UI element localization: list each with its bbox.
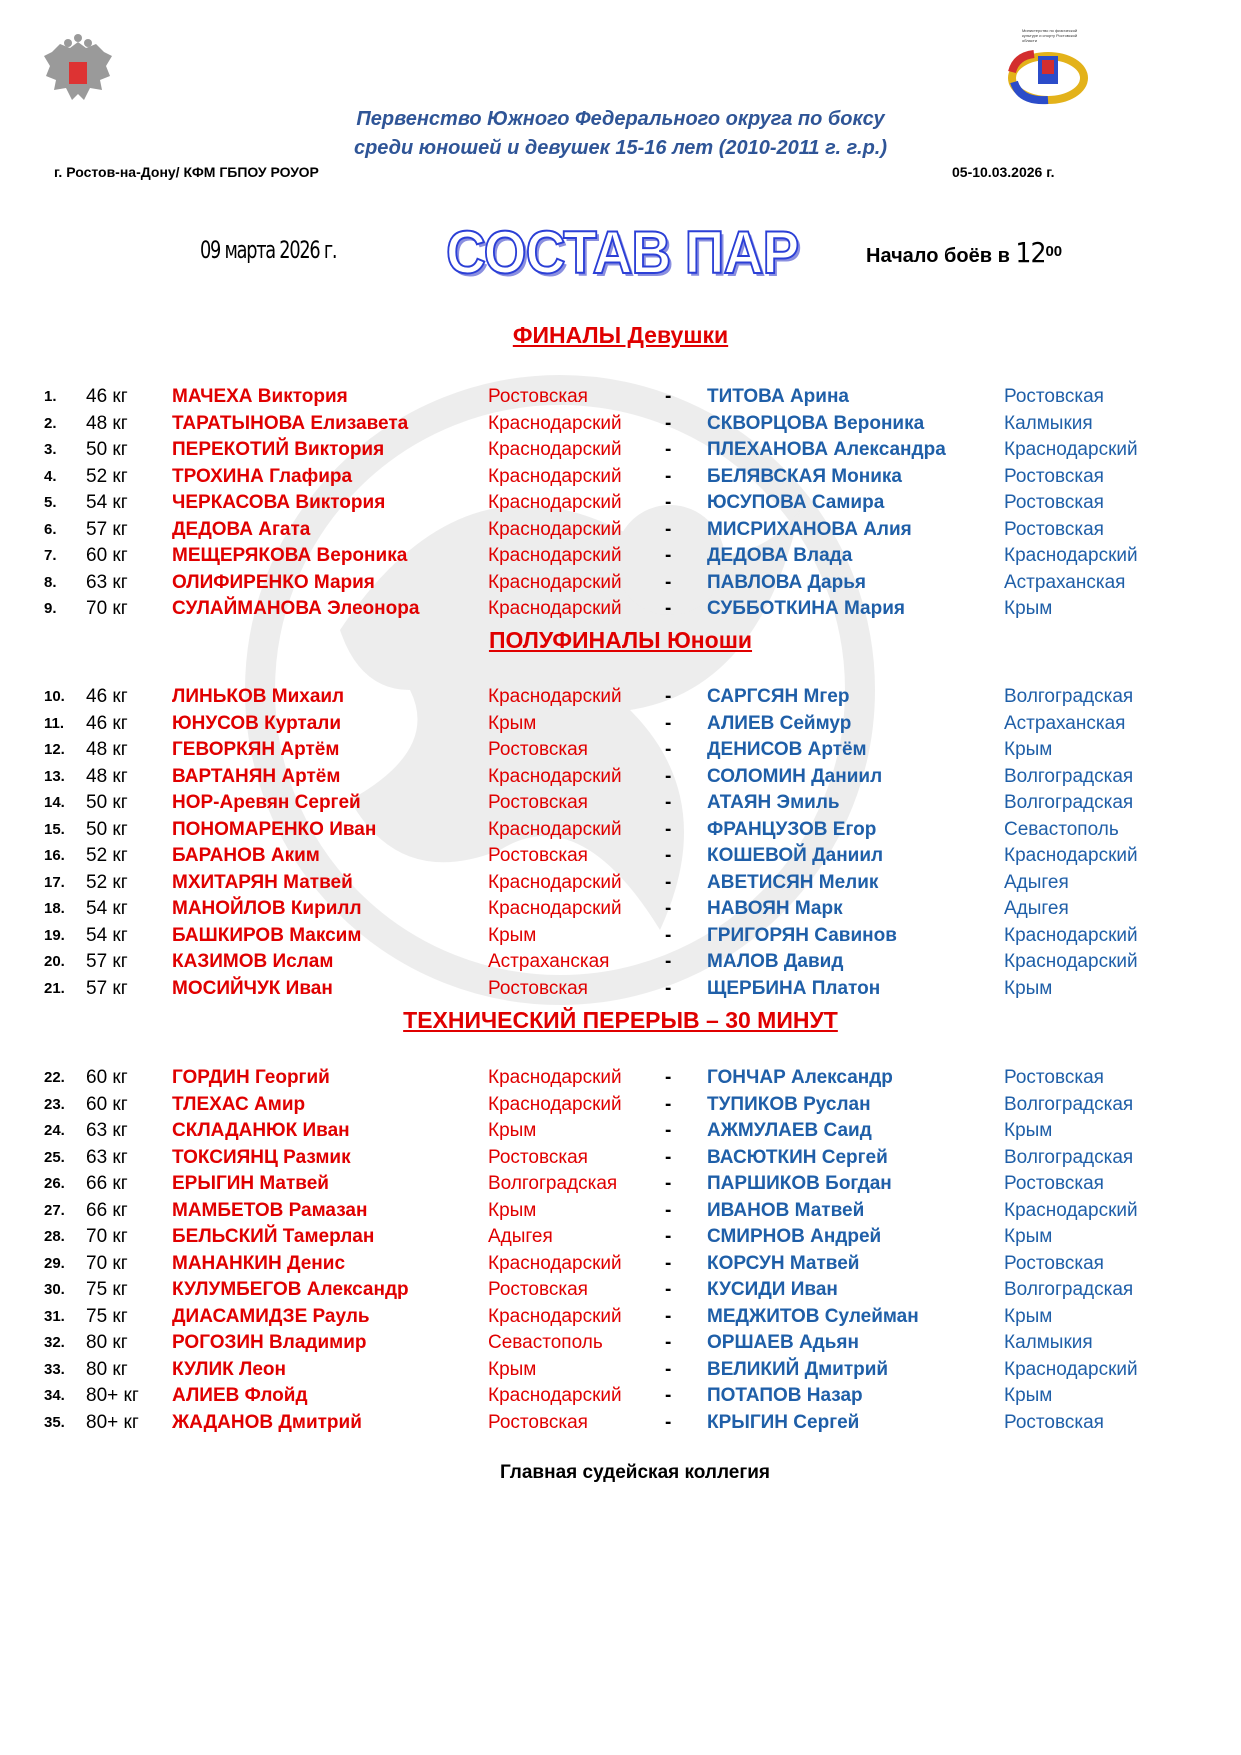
blue-corner-region: Волгоградская — [1004, 792, 1134, 813]
blue-corner-boxer: ТИТОВА Арина — [707, 386, 849, 407]
bout-number: 15. — [44, 820, 65, 838]
ministry-logo-icon — [1000, 42, 1096, 106]
venue: г. Ростов-на-Дону/ КФМ ГБПОУ РОУОР — [54, 164, 319, 180]
blue-corner-region: Крым — [1004, 1385, 1053, 1406]
blue-corner-region: Адыгея — [1004, 898, 1069, 919]
weight-class: 60 кг — [86, 1067, 128, 1088]
red-corner-region: Ростовская — [488, 845, 588, 866]
bout-row — [0, 1330, 1241, 1356]
blue-corner-boxer: МЕДЖИТОВ Сулейман — [707, 1305, 919, 1327]
versus-dash: - — [665, 465, 672, 487]
versus-dash: - — [665, 818, 672, 840]
red-corner-boxer: НОР-Аревян Сергей — [172, 792, 361, 813]
red-corner-region: Краснодарский — [488, 898, 622, 919]
bout-number: 23. — [44, 1095, 65, 1113]
bout-number: 34. — [44, 1387, 65, 1404]
bout-row — [0, 1118, 1241, 1144]
blue-corner-boxer: ПАРШИКОВ Богдан — [707, 1173, 892, 1194]
bout-row — [0, 1065, 1241, 1091]
weight-class: 57 кг — [86, 951, 128, 972]
red-corner-region: Астраханская — [488, 951, 610, 972]
red-corner-region: Краснодарский — [488, 412, 622, 434]
blue-corner-region: Краснодарский — [1004, 1199, 1138, 1221]
red-corner-boxer: ПОНОМАРЕНКО Иван — [172, 818, 377, 840]
red-corner-boxer: АЛИЕВ Флойд — [172, 1385, 308, 1406]
weight-class: 46 кг — [86, 712, 128, 734]
weight-class: 57 кг — [86, 518, 128, 540]
bout-number: 16. — [44, 847, 65, 864]
red-corner-region: Краснодарский — [488, 571, 622, 593]
blue-corner-boxer: НАВОЯН Марк — [707, 898, 843, 919]
red-corner-region: Краснодарский — [488, 465, 622, 487]
bout-number: 25. — [44, 1148, 65, 1166]
red-corner-boxer: ОЛИФИРЕНКО Мария — [172, 571, 375, 593]
versus-dash: - — [665, 1120, 672, 1141]
bout-number: 5. — [44, 494, 57, 511]
bout-row — [0, 1304, 1241, 1330]
bout-number: 12. — [44, 741, 65, 758]
weight-class: 80+ кг — [86, 1385, 139, 1406]
red-corner-region: Краснодарский — [488, 818, 622, 840]
weight-class: 75 кг — [86, 1305, 128, 1327]
ministry-logo-text: Министерство по физической культуре и спорту Ростовской области — [1022, 28, 1078, 43]
ministry-logo — [1000, 28, 1096, 106]
chief-judges-signature: Главная судейская коллегия — [499, 1462, 771, 1483]
bout-number: 1. — [44, 388, 57, 405]
red-corner-boxer: ЧЕРКАСОВА Виктория — [172, 492, 386, 513]
blue-corner-region: Краснодарский — [1004, 845, 1138, 866]
bout-row — [0, 1145, 1241, 1171]
red-corner-region: Краснодарский — [488, 1252, 622, 1274]
red-corner-boxer: МАНОЙЛОВ Кирилл — [172, 898, 362, 919]
blue-corner-region: Крым — [1004, 598, 1053, 619]
red-corner-region: Краснодарский — [488, 1067, 622, 1088]
blue-corner-region: Адыгея — [1004, 871, 1069, 893]
versus-dash: - — [665, 1279, 672, 1300]
bout-row — [0, 1410, 1241, 1436]
versus-dash: - — [665, 924, 672, 946]
red-corner-region: Краснодарский — [488, 439, 622, 460]
blue-corner-boxer: ДЕНИСОВ Артём — [707, 739, 867, 760]
weight-class: 54 кг — [86, 924, 128, 946]
red-corner-region: Крым — [488, 1358, 537, 1380]
bout-number: 26. — [44, 1175, 65, 1192]
bout-number: 11. — [44, 714, 65, 732]
red-corner-region: Ростовская — [488, 386, 588, 407]
blue-corner-region: Краснодарский — [1004, 439, 1138, 460]
blue-corner-region: Волгоградская — [1004, 765, 1134, 787]
blue-corner-boxer: АЛИЕВ Сеймур — [707, 712, 852, 734]
blue-corner-region: Краснодарский — [1004, 545, 1138, 566]
bout-number: 35. — [44, 1413, 65, 1431]
weight-class: 63 кг — [86, 1120, 128, 1141]
versus-dash: - — [665, 518, 672, 540]
weight-class: 50 кг — [86, 439, 128, 460]
red-corner-region: Краснодарский — [488, 545, 622, 566]
red-corner-boxer: ГОРДИН Георгий — [172, 1067, 330, 1088]
weight-class: 52 кг — [86, 465, 128, 487]
blue-corner-region: Волгоградская — [1004, 1093, 1134, 1115]
red-corner-boxer: ЕРЫГИН Матвей — [172, 1173, 329, 1194]
weight-class: 50 кг — [86, 792, 128, 813]
weight-class: 48 кг — [86, 765, 128, 787]
red-corner-region: Ростовская — [488, 977, 588, 999]
weight-class: 52 кг — [86, 845, 128, 866]
red-corner-boxer: КУЛУМБЕГОВ Александр — [172, 1279, 409, 1300]
red-corner-region: Краснодарский — [488, 1305, 622, 1327]
blue-corner-region: Краснодарский — [1004, 1358, 1138, 1380]
bout-number: 28. — [44, 1228, 65, 1245]
weight-class: 46 кг — [86, 686, 128, 707]
bout-row — [0, 596, 1241, 622]
blue-corner-boxer: МАЛОВ Давид — [707, 951, 844, 972]
page-title: СОСТАВ ПАР — [446, 219, 799, 286]
versus-dash: - — [665, 1305, 672, 1327]
versus-dash: - — [665, 545, 672, 566]
blue-corner-region: Астраханская — [1004, 571, 1126, 593]
red-corner-region: Краснодарский — [488, 1093, 622, 1115]
red-corner-boxer: ЮНУСОВ Куртали — [172, 712, 342, 734]
bout-row — [0, 896, 1241, 922]
red-corner-boxer: МХИТАРЯН Матвей — [172, 871, 353, 893]
blue-corner-region: Ростовская — [1004, 1252, 1104, 1274]
blue-corner-region: Калмыкия — [1004, 1332, 1093, 1353]
versus-dash: - — [665, 1252, 672, 1274]
blue-corner-region: Краснодарский — [1004, 924, 1138, 946]
red-corner-region: Ростовская — [488, 792, 588, 813]
bout-row — [0, 1092, 1241, 1118]
weight-class: 80+ кг — [86, 1411, 139, 1433]
blue-corner-boxer: ПЛЕХАНОВА Александра — [707, 439, 946, 460]
weight-class: 66 кг — [86, 1199, 128, 1221]
versus-dash: - — [665, 845, 672, 866]
weight-class: 70 кг — [86, 1226, 128, 1247]
red-corner-boxer: КАЗИМОВ Ислам — [172, 951, 334, 972]
weight-class: 63 кг — [86, 571, 128, 593]
bout-number: 27. — [44, 1201, 65, 1219]
red-corner-region: Крым — [488, 1120, 537, 1141]
blue-corner-region: Краснодарский — [1004, 951, 1138, 972]
blue-corner-region: Волгоградская — [1004, 1146, 1134, 1168]
weight-class: 70 кг — [86, 1252, 128, 1274]
red-corner-boxer: ПЕРЕКОТИЙ Виктория — [172, 439, 385, 460]
red-corner-region: Краснодарский — [488, 765, 622, 787]
blue-corner-boxer: ЩЕРБИНА Платон — [707, 977, 881, 999]
blue-corner-boxer: ВАСЮТКИН Сергей — [707, 1146, 888, 1168]
bout-row — [0, 1251, 1241, 1277]
bout-date: 09 марта 2026 г. — [200, 236, 337, 264]
championship-title: Первенство Южного Федерального округа по боксу — [356, 108, 885, 130]
versus-dash: - — [665, 686, 672, 707]
red-corner-region: Краснодарский — [488, 492, 622, 513]
section-title-break: ТЕХНИЧЕСКИЙ ПЕРЕРЫВ – 30 МИНУТ — [403, 1007, 838, 1033]
weight-class: 80 кг — [86, 1332, 128, 1353]
blue-corner-region: Ростовская — [1004, 386, 1104, 407]
versus-dash: - — [665, 1093, 672, 1115]
weight-class: 70 кг — [86, 598, 128, 619]
versus-dash: - — [665, 1199, 672, 1221]
versus-dash: - — [665, 1067, 672, 1088]
bout-number: 32. — [44, 1334, 65, 1351]
bout-row — [0, 790, 1241, 816]
red-corner-boxer: МАНАНКИН Денис — [172, 1252, 346, 1274]
blue-corner-boxer: КОШЕВОЙ Даниил — [707, 845, 884, 866]
blue-corner-boxer: КОРСУН Матвей — [707, 1252, 860, 1274]
blue-corner-boxer: МИСРИХАНОВА Алия — [707, 518, 912, 540]
blue-corner-boxer: СМИРНОВ Андрей — [707, 1226, 882, 1247]
bout-row — [0, 490, 1241, 516]
bout-number: 20. — [44, 953, 65, 970]
weight-class: 48 кг — [86, 739, 128, 760]
blue-corner-boxer: КУСИДИ Иван — [707, 1279, 838, 1300]
bout-number: 31. — [44, 1307, 65, 1325]
bout-number: 30. — [44, 1281, 65, 1298]
bout-row — [0, 684, 1241, 710]
blue-corner-region: Севастополь — [1004, 818, 1119, 840]
blue-corner-region: Крым — [1004, 977, 1053, 999]
bout-row — [0, 817, 1241, 843]
red-corner-boxer: БЕЛЬСКИЙ Тамерлан — [172, 1226, 375, 1247]
red-corner-region: Краснодарский — [488, 598, 622, 619]
blue-corner-boxer: АТАЯН Эмиль — [707, 792, 840, 813]
bout-row — [0, 976, 1241, 1002]
bout-row — [0, 870, 1241, 896]
versus-dash: - — [665, 571, 672, 593]
weight-class: 75 кг — [86, 1279, 128, 1300]
red-corner-boxer: ТРОХИНА Глафира — [172, 465, 353, 487]
red-corner-region: Краснодарский — [488, 686, 622, 707]
versus-dash: - — [665, 439, 672, 460]
red-corner-region: Ростовская — [488, 1279, 588, 1300]
bout-row — [0, 1277, 1241, 1303]
red-corner-region: Ростовская — [488, 1411, 588, 1433]
weight-class: 50 кг — [86, 818, 128, 840]
red-corner-region: Ростовская — [488, 739, 588, 760]
blue-corner-boxer: СОЛОМИН Даниил — [707, 765, 883, 787]
versus-dash: - — [665, 598, 672, 619]
bout-number: 9. — [44, 600, 57, 617]
versus-dash: - — [665, 1226, 672, 1247]
bout-row — [0, 411, 1241, 437]
red-corner-boxer: ТЛЕХАС Амир — [172, 1093, 306, 1115]
weight-class: 57 кг — [86, 977, 128, 999]
red-corner-boxer: ДИАСАМИДЗЕ Рауль — [172, 1305, 370, 1327]
red-corner-region: Крым — [488, 924, 537, 946]
weight-class: 60 кг — [86, 1093, 128, 1115]
bout-number: 18. — [44, 900, 65, 917]
red-corner-region: Краснодарский — [488, 518, 622, 540]
bout-number: 7. — [44, 547, 57, 564]
red-corner-region: Краснодарский — [488, 1385, 622, 1406]
red-corner-boxer: ЖАДАНОВ Дмитрий — [172, 1411, 362, 1433]
weight-class: 54 кг — [86, 492, 128, 513]
versus-dash: - — [665, 492, 672, 513]
versus-dash: - — [665, 951, 672, 972]
blue-corner-region: Ростовская — [1004, 492, 1104, 513]
bout-row — [0, 1171, 1241, 1197]
blue-corner-boxer: СКВОРЦОВА Вероника — [707, 412, 925, 434]
bout-row — [0, 1198, 1241, 1224]
versus-dash: - — [665, 412, 672, 434]
bout-number: 19. — [44, 926, 65, 944]
bout-row — [0, 949, 1241, 975]
bout-number: 17. — [44, 873, 65, 891]
versus-dash: - — [665, 712, 672, 734]
red-corner-boxer: БАРАНОВ Аким — [172, 845, 320, 866]
red-corner-boxer: КУЛИК Леон — [172, 1358, 287, 1380]
bout-number: 6. — [44, 520, 57, 538]
red-corner-region: Краснодарский — [488, 871, 622, 893]
red-corner-boxer: СКЛАДАНЮК Иван — [172, 1120, 350, 1141]
red-corner-boxer: ВАРТАНЯН Артём — [172, 765, 341, 787]
weight-class: 46 кг — [86, 386, 128, 407]
bout-row — [0, 543, 1241, 569]
red-corner-boxer: РОГОЗИН Владимир — [172, 1332, 367, 1353]
red-corner-boxer: БАШКИРОВ Максим — [172, 924, 362, 946]
versus-dash: - — [665, 898, 672, 919]
red-corner-region: Ростовская — [488, 1146, 588, 1168]
blue-corner-boxer: ВЕЛИКИЙ Дмитрий — [707, 1358, 889, 1380]
red-corner-boxer: ГЕВОРКЯН Артём — [172, 739, 340, 760]
weight-class: 80 кг — [86, 1358, 128, 1380]
red-corner-boxer: МОСИЙЧУК Иван — [172, 977, 333, 999]
red-corner-region: Адыгея — [488, 1226, 553, 1247]
weight-class: 54 кг — [86, 898, 128, 919]
blue-corner-region: Крым — [1004, 1226, 1053, 1247]
blue-corner-region: Ростовская — [1004, 1411, 1104, 1433]
blue-corner-boxer: ОРШАЕВ Адьян — [707, 1332, 859, 1353]
start-time — [866, 236, 1062, 269]
start-hour: 12 — [1015, 236, 1046, 269]
bout-row — [0, 517, 1241, 543]
bout-number: 8. — [44, 573, 57, 591]
blue-corner-region: Крым — [1004, 1120, 1053, 1141]
versus-dash: - — [665, 1385, 672, 1406]
red-corner-region: Крым — [488, 1199, 537, 1221]
versus-dash: - — [665, 1332, 672, 1353]
weight-class: 52 кг — [86, 871, 128, 893]
bout-number: 14. — [44, 794, 65, 811]
bout-row — [0, 764, 1241, 790]
red-corner-boxer: МЕЩЕРЯКОВА Вероника — [172, 545, 408, 566]
blue-corner-boxer: ФРАНЦУЗОВ Егор — [707, 818, 877, 840]
red-corner-boxer: ТОКСИЯНЦ Размик — [172, 1146, 351, 1168]
start-label: Начало боёв в — [866, 245, 1016, 267]
red-corner-region: Волгоградская — [488, 1173, 618, 1194]
section-title-finals: ФИНАЛЫ Девушки — [512, 322, 729, 348]
bout-row — [0, 843, 1241, 869]
championship-subtitle: среди юношей и девушек 15-16 лет (2010-2011 г. г.р.) — [353, 137, 888, 159]
bout-row — [0, 737, 1241, 763]
event-dates: 05-10.03.2026 г. — [952, 164, 1055, 180]
blue-corner-region: Ростовская — [1004, 465, 1104, 487]
blue-corner-boxer: ПАВЛОВА Дарья — [707, 571, 866, 593]
red-corner-boxer: ЛИНЬКОВ Михаил — [172, 686, 345, 707]
red-corner-boxer: МАЧЕХА Виктория — [172, 386, 348, 407]
versus-dash: - — [665, 739, 672, 760]
bout-number: 3. — [44, 441, 57, 458]
versus-dash: - — [665, 1411, 672, 1433]
blue-corner-region: Крым — [1004, 739, 1053, 760]
red-corner-boxer: СУЛАЙМАНОВА Элеонора — [172, 598, 420, 619]
versus-dash: - — [665, 792, 672, 813]
blue-corner-boxer: ПОТАПОВ Назар — [707, 1385, 863, 1406]
blue-corner-region: Волгоградская — [1004, 686, 1134, 707]
blue-corner-region: Ростовская — [1004, 518, 1104, 540]
versus-dash: - — [665, 1173, 672, 1194]
blue-corner-boxer: БЕЛЯВСКАЯ Моника — [707, 465, 902, 487]
versus-dash: - — [665, 765, 672, 787]
weight-class: 48 кг — [86, 412, 128, 434]
blue-corner-region: Астраханская — [1004, 712, 1126, 734]
bout-number: 10. — [44, 688, 65, 705]
blue-corner-boxer: ГОНЧАР Александр — [707, 1067, 893, 1088]
red-corner-region: Севастополь — [488, 1332, 603, 1353]
bout-number: 2. — [44, 414, 57, 432]
bout-number: 24. — [44, 1122, 65, 1139]
blue-corner-boxer: ЮСУПОВА Самира — [707, 492, 885, 513]
blue-corner-boxer: САРГСЯН Мгер — [707, 686, 850, 707]
weight-class: 63 кг — [86, 1146, 128, 1168]
bout-number: 22. — [44, 1069, 65, 1086]
red-corner-region: Крым — [488, 712, 537, 734]
bout-row — [0, 923, 1241, 949]
bout-row — [0, 711, 1241, 737]
blue-corner-region: Ростовская — [1004, 1173, 1104, 1194]
red-corner-boxer: ДЕДОВА Агата — [172, 518, 311, 540]
bout-row — [0, 1357, 1241, 1383]
bout-row — [0, 1224, 1241, 1250]
russia-coat-of-arms-icon — [40, 34, 116, 110]
blue-corner-boxer: АЖМУЛАЕВ Саид — [707, 1120, 872, 1141]
bout-row — [0, 570, 1241, 596]
bout-number: 21. — [44, 979, 65, 997]
start-minutes: 00 — [1045, 243, 1063, 260]
bout-row — [0, 437, 1241, 463]
versus-dash: - — [665, 871, 672, 893]
versus-dash: - — [665, 1358, 672, 1380]
bout-number: 4. — [44, 467, 57, 485]
versus-dash: - — [665, 386, 672, 407]
red-corner-boxer: ТАРАТЫНОВА Елизавета — [172, 412, 409, 434]
bout-row — [0, 384, 1241, 410]
blue-corner-boxer: ТУПИКОВ Руслан — [707, 1093, 871, 1115]
weight-class: 60 кг — [86, 545, 128, 566]
bout-row — [0, 464, 1241, 490]
blue-corner-region: Крым — [1004, 1305, 1053, 1327]
blue-corner-boxer: СУББОТКИНА Мария — [707, 598, 905, 619]
bout-number: 29. — [44, 1254, 65, 1272]
bout-number: 13. — [44, 767, 65, 785]
blue-corner-region: Калмыкия — [1004, 412, 1093, 434]
blue-corner-boxer: КРЫГИН Сергей — [707, 1411, 860, 1433]
blue-corner-boxer: ГРИГОРЯН Савинов — [707, 924, 897, 946]
bout-number: 33. — [44, 1360, 65, 1378]
blue-corner-boxer: ИВАНОВ Матвей — [707, 1199, 865, 1221]
blue-corner-boxer: АВЕТИСЯН Мелик — [707, 871, 879, 893]
blue-corner-boxer: ДЕДОВА Влада — [707, 545, 853, 566]
bout-row — [0, 1383, 1241, 1409]
blue-corner-region: Волгоградская — [1004, 1279, 1134, 1300]
blue-corner-region: Ростовская — [1004, 1067, 1104, 1088]
versus-dash: - — [665, 977, 672, 999]
versus-dash: - — [665, 1146, 672, 1168]
weight-class: 66 кг — [86, 1173, 128, 1194]
red-corner-boxer: МАМБЕТОВ Рамазан — [172, 1199, 368, 1221]
section-title-semifinals: ПОЛУФИНАЛЫ Юноши — [488, 627, 753, 653]
